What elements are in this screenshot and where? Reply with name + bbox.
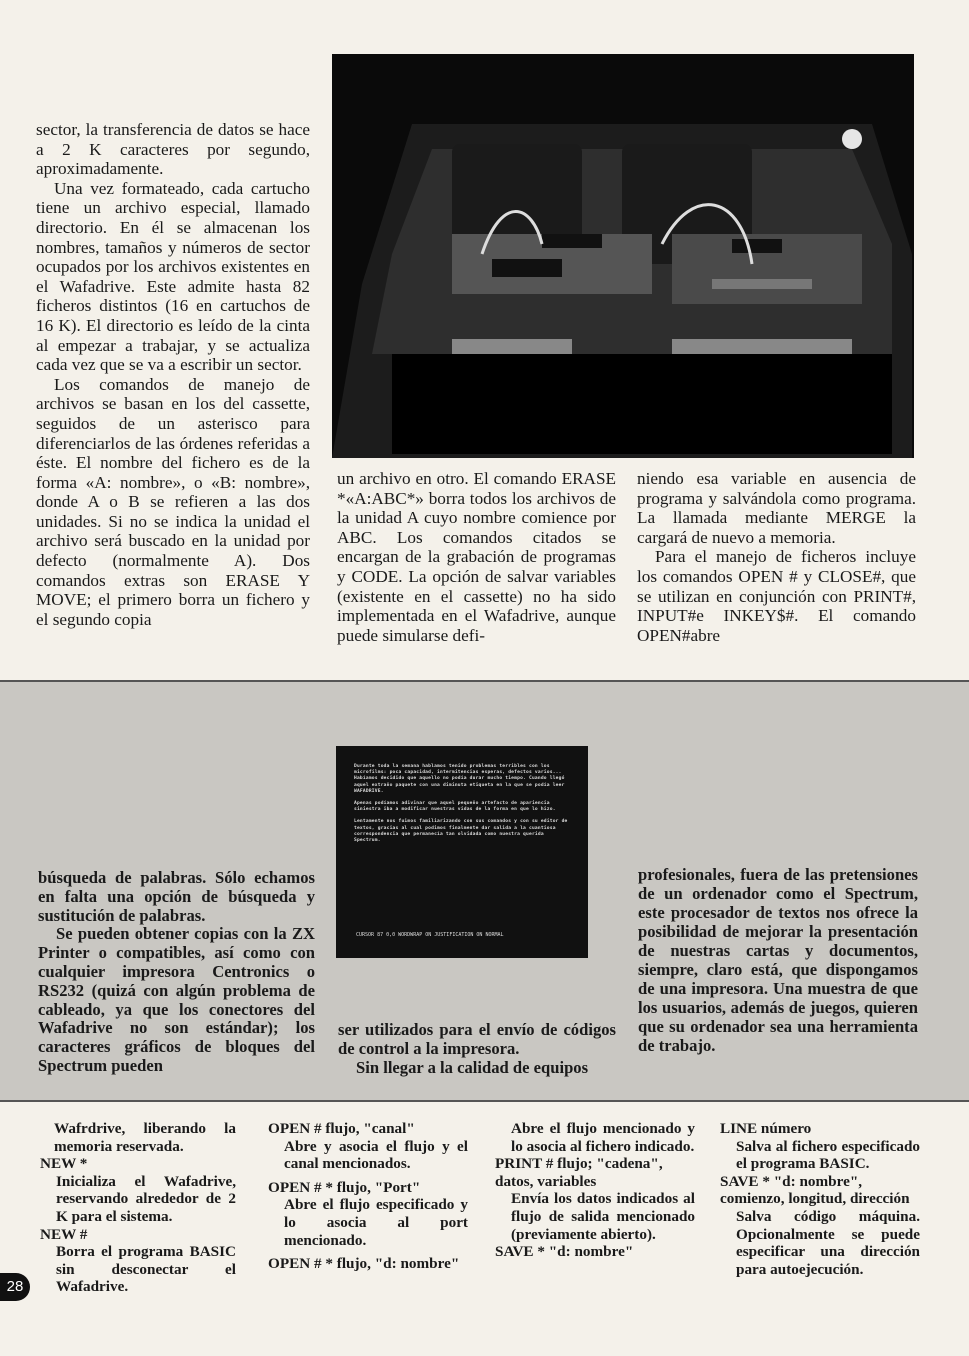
command-heading: OPEN # flujo, "canal"	[268, 1120, 415, 1137]
mid-right-column	[638, 865, 918, 1055]
command-description: Envía los datos indicados al flujo de salida mencionado (previamente abierto).	[511, 1190, 695, 1243]
paragraph: niendo esa variable en ausencia de programa y salvándola como programa. La llamada mediante MERGE la cargará de nuevo a memoria.	[637, 469, 916, 547]
paragraph: búsqueda de palabras. Sólo echamos en falta una opción de búsqueda y sustitución de palabras.	[38, 868, 315, 925]
screen-paragraph: Durante toda la semana hablamos tenido problemas terribles con los microfilms: poca capacidad, intermitencias esperas, defectos varios... Habíamos decidido que aquello no podía durar mucho tiempo. Cuando llegó aquel extraño paquete con una diminuta etiqueta en la que se podía leer WAFADRIVE.	[354, 764, 565, 794]
commands-col-2	[268, 1120, 468, 1273]
command-heading: LINE número	[720, 1120, 812, 1137]
screen-paragraph: Apenas podíamos adivinar que aquel pequeño artefacto de apariencia siniestra iba a modificar nuestras vidas de la forma en que lo hizo.	[354, 801, 556, 813]
command-heading: NEW *	[40, 1155, 88, 1173]
top-left-column	[36, 120, 310, 629]
paragraph: un archivo en otro. El comando ERASE *«A:ABC*» borra todos los archivos de la unidad A cuyo nombre comience por ABC. Los comandos citados se encargan de la grabación de programas y CODE. La opción de salvar variables (existente en el cassette) no ha sido implementada en el Wafadrive, aunque puede simularse defi-	[337, 469, 616, 645]
wafadrive-circuit-photo	[332, 54, 914, 458]
command-description: Inicializa el Wafadrive, reservando alrededor de 2 K para el sistema.	[56, 1172, 236, 1225]
mid-left-column	[38, 869, 315, 1076]
commands-col-1	[40, 1120, 236, 1296]
mid-middle-column	[338, 1021, 616, 1077]
screen-paragraph: Lentamente nos fuimos familiarizando con sus comandos y con su editor de textos, gracias al cual podimos finalmente dar salida a la cuantiosa correspondencia que permanecía tan olvidada como nuestra querida Spectrum.	[354, 819, 568, 844]
paragraph: Para el manejo de ficheros incluye los comandos OPEN # y CLOSE#, que se utilizan en conjunción con PRINT#, INPUT#e INKEY$#. El comando OPEN#abre	[637, 547, 916, 645]
top-middle-column	[337, 469, 616, 645]
commands-col-3	[495, 1120, 695, 1261]
command-heading: NEW #	[40, 1225, 88, 1243]
screen-text	[354, 764, 572, 850]
page-number: 28	[0, 1273, 30, 1301]
paragraph: sector, la transferencia de datos se hace a 2 K caracteres por segundo, aproximadamente.	[36, 120, 310, 179]
command-description: Borra el programa BASIC sin desconectar el Wafadrive.	[56, 1243, 236, 1296]
command-description: Abre y asocia el flujo y el canal mencionados.	[284, 1137, 468, 1173]
command-description: Abre el flujo mencionado y lo asocia al fichero indicado.	[511, 1120, 695, 1155]
screen-status-line: CURSOR 87 0,0 WORDWRAP ON JUSTIFICATION ON NORMAL	[356, 932, 504, 938]
circuit-board-illustration	[332, 54, 914, 458]
paragraph: Se pueden obtener copias con la ZX Printer o compatibles, así como con cualquier impresora Centronics o RS232 (quizá con algún problema de cableado, ya que los conectores del Wafadrive no son estándar); los caracteres gráficos de bloques del Spectrum pueden	[38, 924, 315, 1075]
command-text: Wafrdrive, liberando la memoria reservada.	[54, 1120, 236, 1155]
bottom-divider	[0, 1100, 969, 1102]
command-heading: SAVE * "d: nombre", comienzo, longitud, dirección	[720, 1172, 910, 1208]
commands-col-4	[720, 1120, 920, 1278]
command-heading: PRINT # flujo; "cadena", datos, variables	[495, 1155, 663, 1190]
wordprocessor-screen	[336, 746, 588, 958]
top-right-column	[637, 469, 916, 645]
command-heading: SAVE * "d: nombre"	[495, 1243, 634, 1261]
paragraph: Los comandos de manejo de archivos se basan en los del cassette, seguidos de un asterisco para diferenciarlos de las órdenes referidas a éste. El nombre del fichero es de la forma «A: nombre», o «B: nombre», donde A o B se refieren a las dos unidades. Si no se indica la unidad el archivo será buscado en la unidad por defecto (normalmente A). Dos comandos extras son ERASE Y MOVE; el primero borra un fichero y el segundo copia	[36, 374, 310, 629]
paragraph: Una vez formateado, cada cartucho tiene un archivo especial, llamado directorio. En él se almacenan los nombres, tamaños y números de sector ocupados por los archivos existentes en el Wafadrive. Este admite hasta 82 ficheros distintos (16 en cartuchos de 16 K). El directorio es leído de la cinta al empezar a trabajar, y se actualiza cada vez que se va a escribir un sector.	[36, 178, 310, 375]
command-heading: OPEN # * flujo, "Port"	[268, 1178, 421, 1196]
top-divider	[0, 680, 969, 682]
paragraph: ser utilizados para el envío de códigos de control a la impresora.	[338, 1020, 616, 1058]
command-description: Abre el flujo especificado y lo asocia al port mencionado.	[284, 1196, 468, 1249]
command-heading: OPEN # * flujo, "d: nombre"	[268, 1255, 460, 1273]
command-description: Salva al fichero especificado el programa BASIC.	[736, 1137, 920, 1173]
paragraph: Sin llegar a la calidad de equipos	[356, 1057, 589, 1077]
command-description: Salva código máquina. Opcionalmente se puede especificar una dirección para autoejecución.	[736, 1207, 920, 1278]
paragraph: profesionales, fuera de las pretensiones de un ordenador como el Spectrum, este procesador de textos nos ofrece la posibilidad de mejorar la presentación de nuestras cartas y documentos, siempre, claro está, que dispongamos de una impresora. Una muestra de que los usuarios, además de juegos, quieren que su ordenador sea una herramienta de trabajo.	[638, 865, 918, 1055]
